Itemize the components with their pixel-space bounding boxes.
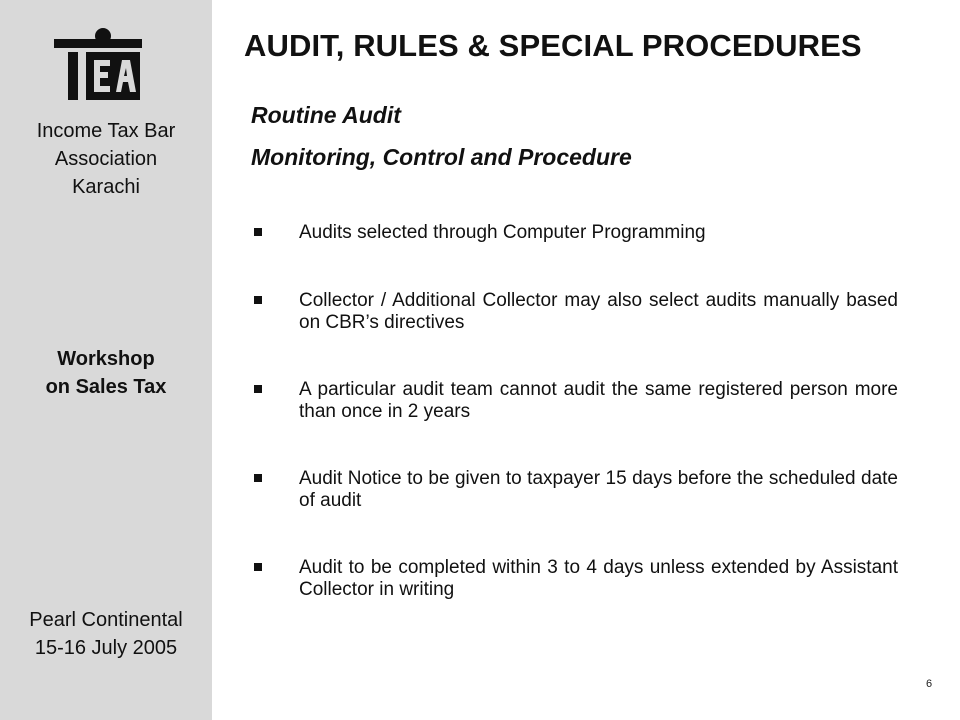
square-bullet-icon — [254, 385, 262, 393]
bullet-item — [252, 468, 898, 512]
organization-name — [0, 117, 212, 201]
venue-date — [0, 606, 212, 662]
bullet-text: Audit to be completed within 3 to 4 days unless extended by Assistant Collector in writing — [299, 557, 898, 600]
org-line: Association — [54, 148, 158, 170]
org-line: Karachi — [72, 176, 140, 198]
workshop-line: on Sales Tax — [45, 376, 167, 398]
bullet-text: A particular audit team cannot audit the same registered person more than once in 2 years — [299, 379, 898, 422]
page-number: 6 — [926, 678, 933, 690]
bullet-list — [252, 222, 898, 601]
date-line: 15-16 July 2005 — [34, 637, 178, 659]
square-bullet-icon — [254, 474, 262, 482]
slide-subtitle-monitoring: Monitoring, Control and Procedure — [251, 144, 632, 170]
bullet-item — [252, 379, 898, 423]
square-bullet-icon — [254, 563, 262, 571]
workshop-title — [0, 345, 212, 401]
workshop-line: Workshop — [57, 348, 155, 370]
square-bullet-icon — [254, 296, 262, 304]
org-line: Income Tax Bar — [36, 120, 176, 142]
slide-title: AUDIT, RULES & SPECIAL PROCEDURES — [244, 28, 862, 63]
bullet-item — [252, 290, 898, 334]
itba-logo-icon — [52, 28, 144, 104]
venue-line: Pearl Continental — [29, 609, 183, 631]
bullet-item — [252, 557, 898, 601]
bullet-text: Collector / Additional Collector may also select audits manually based on CBR’s directives — [299, 290, 898, 333]
square-bullet-icon — [254, 228, 262, 236]
sidebar — [0, 0, 212, 720]
bullet-text: Audits selected through Computer Programming — [299, 222, 706, 243]
slide-subtitle-routine-audit: Routine Audit — [251, 102, 401, 128]
bullet-text: Audit Notice to be given to taxpayer 15 days before the scheduled date of audit — [299, 468, 898, 511]
bullet-item — [252, 222, 898, 244]
